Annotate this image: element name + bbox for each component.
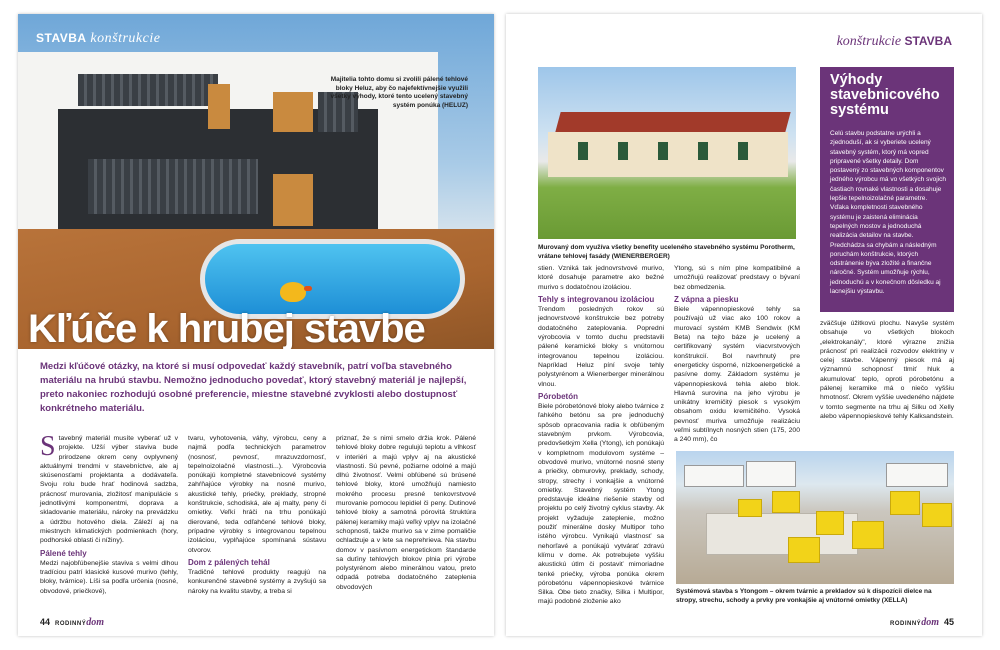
pallet-of-blocks — [816, 511, 844, 535]
pool-float-toy — [280, 282, 306, 302]
wood-panel — [208, 84, 230, 129]
paragraph: zväčšuje úžitkovú plochu. Navyše systém obsahuje vo všetkých blokoch „elektrokanály", ktoré výrazne znižia prácnosť pri realizácii rozvodov elektriny v celej stavbe. Vápenný piesok má aj významnú schopnosť tlmiť hluk a akumulovať teplo, oproti pórobetónu a pálenej keramike má o niečo vyššiu hmotnosť. Okrem vyššie uvedeného nájdete v tomto segmente na trhu aj Silku od Xelly alebo vápennopieskové tehly Kalksandstein. — [820, 320, 954, 420]
brand-logo: dom — [86, 617, 104, 628]
brand-prefix: RODINNÝ — [890, 621, 922, 627]
photo-brick-house — [538, 67, 796, 239]
article-title: Kľúče k hrubej stavbe — [28, 307, 425, 349]
page-number: 44 — [40, 617, 51, 627]
hero-photo-villa-with-pool — [18, 14, 494, 349]
pallet-of-blocks — [772, 491, 800, 513]
wood-panel — [273, 92, 313, 132]
photo-caption: Murovaný dom využíva všetky benefity uceleného stavebného systému Porotherm, vrátane tehlovej fasády (WIENERBERGER) — [538, 244, 795, 260]
paragraph: priznať, že s nimi smelo držia krok. Pálené tehlové bloky dobre regulujú teplotu a vlhkosť v interiéri a majú vplyv aj na akustické vlastnosti. Sú pevné, požiarne odolné a majú dlhú životnosť. Velmi obľúbené sú brúsené tehlové bloky, ktoré umožňujú namiesto mokrého procesu presné tenkovrstvové murovanie pomocou lepidiel či peny. Dutinové tehlové bloky a samotná pórovitá štruktúra pálenej keramiky majú veľký vplyv na izolačné schopnosti, takže murivo sa v zime pomaličie ochladzuje a v lete sa neprehrieva. Na stavbu domov v pasívnom energetickom štandarde sa duťiny tehlových blokov plnia pri výrobe polystyrénom alebo minerálnou vatou, preto odpadá potreba dodatočného zateplenia obvodových — [336, 435, 476, 591]
page-number: 45 — [943, 617, 954, 627]
paragraph: Ytong, sú s ním plne kompatibilné a umožňujú realizovať predstavy o bývaní bez obmedzenia. — [674, 265, 800, 291]
drop-cap: S — [40, 431, 56, 462]
subheading: Pálené tehly — [40, 548, 87, 558]
paragraph: tavebný materiál musíte vyberať už v projekte. Užší výber stavivа bude prirodzene okrem ceny ovplyvnený aktuálnymi trendmi v stavebníctve, ale aj skúsenosťami projektanta a dodávateľa. Svoju rolu bude hrať hodinová sadzba, prácnosť murovania, zložitosť manipulácie s jednotlivými komponentmi, doprava a skladovanie materiálu, nároky na prevádzku a údržbu hotového diela. Záleží aj na miestnych klimatických podmienkach (hory, podhorské oblasti či nížiny). — [40, 435, 178, 545]
window — [658, 142, 668, 160]
brand-prefix: RODINNÝ — [55, 621, 87, 627]
paragraph: Tradičné tehlové produkty reagujú na konkurenčné stavebné systémy a zvyšujú sa nároky na kvalitu stavby, a treba si — [188, 569, 326, 595]
section-tag — [36, 31, 160, 47]
text-column-1 — [40, 431, 178, 596]
pallet-of-blocks — [738, 499, 762, 517]
section-tag-italic: konštrukcie — [90, 31, 161, 46]
window — [618, 142, 628, 160]
subheading: Tehly s integrovanou izoláciou — [538, 294, 655, 304]
window — [698, 142, 708, 160]
page-footer — [890, 617, 954, 628]
section-tag — [837, 34, 952, 50]
page-footer — [40, 617, 104, 628]
pallet-of-blocks — [852, 521, 884, 549]
info-box — [820, 67, 954, 312]
paragraph: stien. Vzniká tak jednovrstvové murivo, ktoré dosahuje parametre ako bežné murivo s dodatočnou izoláciou. — [538, 265, 664, 291]
paragraph: Medzi najobľúbenejšie staviva s velmi dlhou tradíciou patrí klasické kusové murivo (tehly, bloky, tvárnice). Líši sa podľa určenia (nosné, obvodové, priečkové), — [40, 559, 178, 595]
paragraph: Biele vápennopieskové tehly sa používajú už viac ako 100 rokov a murovací systém KMB Sendwix (KM Beta) na tejto báze je ucelený a certifikovaný systém viacvrstvových konštrukcií. Bol navrhnutý pre energeticky úsporné, nízkoenergetické a pasívne domy. Základom systému je vápennopiesková tehla alebo blok. Hlavná surovina na jeho výrobu je unikátny kremičitý piesok s vysokým obsahom oxidu kremičitého. Vysoká pevnosť muriva umožňuje realizáciu veľmi subtílnych nosných stien (175, 200 a 240 mm), čo — [674, 306, 800, 444]
background-building — [746, 461, 796, 487]
paragraph: tvaru, vyhotovenia, váhy, výrobcu, ceny a najmä podľa technických parametrov (nosnosť, pevnosť, mrazuvzdornosť, tepelnoizolačné vlastnosti...). Výrobcovia ponúkajú kompletné stavebnicové systémy zahŕňajúce výrobky na nosné murivo, akustické tehly, priečky, preklady, stropné konštrukcie, schodiská, ale aj malty, peny či omietky. Veľkí hráči na trhu ponúkajú dierované, teda odľahčené tehlové bloky, prípadne výrobky s integrovanou tepelnou izoláciou, vyplňajúce spomínaná sústavu otvorov. — [188, 435, 326, 554]
paragraph: Biele pórobetónové bloky alebo tvárnice z ľahkého betónu sa pre jednoduchý spôsob opracovania radia k obľúbeným stavebným prvkom. Výrobcovia, predovšetkým Xella (Ytong), ich ponúkajú v kompletnom modulovom systéme – obvodové murivo, vnútorné nosné steny a priečky, obmurovky, preklady, schody, stropy, strechy i vonkajšie a vnútorné omietky. Stavebný systém Ytong predstavuje ideálne riešenie stavby od projektu po celý životný cyklus stavby. Ak projekt vyžaduje zateplenie, možno použiť minerálne dosky Multipor toho istého výrobcu. Vynikajú vlastnosť sa nehorľavé a ponúkajú vytvárať zdravú klímu v dome. Ak potrebujete vyššiu akustickú útlm či postaviť mimoriadne tenké priečky, výroba ponúka okrem pórobetónu vápennopieskové tvárnice Silka. Obe tieto značky, Silka i Multipor, majú podobné zloženie ako — [538, 403, 664, 606]
text-column-2 — [674, 264, 800, 445]
text-column-2 — [188, 434, 326, 596]
text-column-1 — [538, 264, 664, 607]
article-lead: Medzi kľúčové otázky, na ktoré si musí odpovedať každý stavebník, patrí voľba stavebného materiálu na hrubú stavbu. Nemožno jednoducho povedať, ktorý stavebný materiál je najlepší, preto nakoniec rozhodujú osobné preferencie, miestne stavebné zvyklosti alebo dostupnosť konkrétneho materiálu. — [40, 361, 467, 414]
ground-floor-windows — [88, 159, 258, 214]
subheading: Z vápna a piesku — [674, 294, 739, 304]
info-box-text: Celú stavbu podstatne urýchli a zjednoduší, ak si vyberiete ucelený stavebný systém, ktorý má vopred pripravené všetky detaily. Dom postavený zo stavebných komponentov jedného výrobcu má vo všetkých svojich častiach rovnaké vlastnosti a dosahuje lepšie tepelnoizolačné parametre. Vďaka kompletnosti stavebného systému je zaistená eliminácia tepelných mostov a jednoduchá realizácia detailov na stavbe. Predchádza sa chybám a následným poruchám konštrukcie, ktorých odstránenie býva zložité a finančne náročné. Systém umožňuje rýchlu, jednoduchú a v konečnom dôsledku aj lacnejšiu výstavbu. — [830, 130, 946, 296]
section-tag-bold: STAVBA — [904, 34, 952, 48]
background-building — [684, 465, 744, 487]
brand-logo: dom — [921, 617, 939, 628]
background-building — [886, 463, 948, 487]
info-box-title: Výhody stavebnicového systému — [830, 72, 940, 118]
upper-window-blinds — [78, 74, 218, 106]
wood-panel — [273, 174, 313, 226]
text-column-3 — [820, 319, 954, 421]
window — [578, 142, 588, 160]
pallet-of-blocks — [922, 503, 952, 527]
photo-ytong-construction-site — [676, 451, 954, 584]
roof — [555, 112, 790, 132]
photo-caption: Systémová stavba s Ytongom – okrem tvárnic a prekladov sú k dispozícii dielce na stropy, strechu, schody a prvky pre vonkajšie aj vnútorné omietky (XELLA) — [676, 588, 932, 604]
section-tag-bold: STAVBA — [36, 31, 87, 45]
paragraph: Trendom posledných rokov sú jednovrstvové konštrukcie bez potreby dodatočného zateplovania. Popredni výrobcovia v tomto duchu predstavili pálené keramické bloky s vnútornou integrovanou tepelnou izoláciou. Napríklad Heluz píní svoje tehly polystyrénom a Wienerberger minerálnou vlnou. — [538, 306, 664, 388]
left-page — [18, 14, 494, 636]
section-tag-italic: konštrukcie — [836, 34, 902, 49]
subheading: Pórobetón — [538, 391, 578, 401]
window — [738, 142, 748, 160]
hero-caption: Majitelia tohto domu si zvolili pálené tehlové bloky Heluz, aby čo najefektívnejšie využili všetky výhody, ktoré tento ucelený stavebný systém ponúka (HELUZ) — [330, 76, 468, 109]
subheading: Dom z pálených tehál — [188, 557, 270, 567]
pallet-of-blocks — [890, 491, 920, 515]
right-page — [506, 14, 982, 636]
pallet-of-blocks — [788, 537, 820, 563]
text-column-3 — [336, 434, 476, 592]
